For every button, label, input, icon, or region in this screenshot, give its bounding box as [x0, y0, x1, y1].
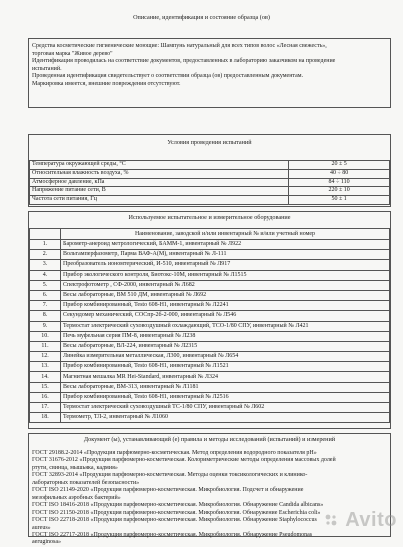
row-number: 12.: [30, 352, 61, 362]
equipment-name: Прибор комбинированный, Testo 608-Н1, инвентарный № Л1521: [61, 362, 390, 372]
condition-value: 40 ÷ 80: [289, 169, 390, 178]
table-row: [30, 372, 390, 382]
condition-label: Частота сети питания, Гц: [30, 196, 289, 205]
table-row: [30, 240, 390, 250]
row-number: 16.: [30, 392, 61, 402]
description-line: Маркировка имеется, внешние повреждения отсутствуют.: [32, 80, 181, 87]
table-row: [30, 178, 390, 187]
table-row: [30, 301, 390, 311]
table-row: [30, 169, 390, 178]
condition-label: Напряжение питание сети, В: [30, 187, 289, 196]
description-line: испытаний.: [32, 65, 62, 72]
description-line: Идентификация проводилась на соответствие документов, предоставленных в лабораторию заказчиком на проведение: [32, 58, 336, 65]
row-number: 11.: [30, 341, 61, 351]
table-row: [30, 161, 390, 170]
table-row: [30, 290, 390, 300]
table-header-row: [30, 229, 390, 240]
equipment-name: Термометр, ТЛ-2, инвентарный № Л1060: [61, 413, 390, 423]
equipment-name: Весы лабораторные, ВМ 510 ДМ, инвентарный № Л692: [61, 290, 390, 300]
equipment-name: Барометр-анероид метрологический, БАММ-1, инвентарный № Л922: [61, 240, 390, 250]
table-row: [30, 270, 390, 280]
sample-description-box: [28, 38, 391, 108]
condition-value: 220 ± 10: [289, 187, 390, 196]
document-line: ГОСТ ISO 22718-2018 «Продукция парфюмерно-косметическая. Микробиология. Обнаружение Staphylococcus: [32, 517, 317, 524]
row-number: 4.: [30, 270, 61, 280]
document-line: ГОСТ ISO 18416-2018 «Продукция парфюмерно-косметическая. Микробиология. Обнаружение Candida albicans»: [32, 502, 324, 509]
table-row: [30, 250, 390, 260]
condition-value: 84 ÷ 110: [289, 178, 390, 187]
row-number: 8.: [30, 311, 61, 321]
row-number: 3.: [30, 260, 61, 270]
equipment-name: Термостат электрический суховоздушный охлаждающий, ТСО-1/80 СПУ, инвентарный № Л421: [61, 321, 390, 331]
conditions-table: [29, 160, 390, 205]
equipment-name: Вольтамперфазометр, Парма ВАФ-А(М), инвентарный № Л-111: [61, 250, 390, 260]
document-line: ГОСТ 31676-2012 «Продукция парфюмерно-косметическая. Колориметрические методы определения массовых долей: [32, 457, 336, 464]
equipment-name: Линейка измерительная металлическая, Л300, инвентарный № Л654: [61, 352, 390, 362]
equipment-name: Преобразователь иономтерический, И-510, инвентарный № Л917: [61, 260, 390, 270]
row-number: 6.: [30, 290, 61, 300]
description-line: Средства косметические гигиенические моющие: Шампунь натуральный для всех типов волос «Лесная свежесть»,: [32, 43, 327, 49]
table-row: [30, 352, 390, 362]
watermark-text: Avito: [345, 509, 397, 531]
document-line: ГОСТ ISO 21150-2018 «Продукция парфюмерно-косметическая. Микробиология. Обнаружение Escherichia coli»: [32, 509, 321, 516]
table-row: [30, 362, 390, 372]
row-number: 13.: [30, 362, 61, 372]
document-line: ГОСТ ISO 21149-2020 «Продукция парфюмерно-косметическая. Микробиология. Подсчет и обнаружение: [32, 487, 304, 494]
document-line: лабораторных показателей безопасности»: [32, 479, 140, 486]
row-number: 5.: [30, 280, 61, 290]
table-row: [30, 341, 390, 351]
document-line: aureus»: [32, 524, 51, 531]
row-number: 9.: [30, 321, 61, 331]
equipment-name: Секундомер механический, СОСпр-2б-2-000, инвентарный № Л546: [61, 311, 390, 321]
equipment-table: [29, 228, 390, 423]
description-line: торговая марка "Живое дерево": [32, 50, 113, 57]
equipment-name: Магнитная мешалка MR Hei-Standard, инвентарный № Л324: [61, 372, 390, 382]
test-conditions-box: [28, 134, 391, 207]
section-1-title: Описание, идентификация и состояние образца (ов): [133, 14, 270, 21]
document-line: мезофильных аэробных бактерий»: [32, 494, 121, 501]
table-row: [30, 403, 390, 413]
watermark-logo-icon: [325, 514, 337, 526]
table-row: [30, 260, 390, 270]
condition-label: Атмосферное давление, кПа: [30, 178, 289, 187]
section-2-title: Условия проведения испытаний: [167, 139, 252, 146]
table-row: [30, 196, 390, 205]
table-row: [30, 187, 390, 196]
row-number: 14.: [30, 372, 61, 382]
row-number: 15.: [30, 382, 61, 392]
equipment-name: Термостат электрический суховоздушный ТС-1/80 СПУ, инвентарный № Л602: [61, 403, 390, 413]
description-line: Проведенная идентификация свидетельствует о соответствии образца (ов) предоставленным документам.: [32, 73, 304, 80]
condition-label: Температура окружающей среды, °С: [30, 161, 289, 170]
row-number: 17.: [30, 403, 61, 413]
equipment-name: Спектрофотометр , СФ-2000, инвентарный № Л682: [61, 280, 390, 290]
equipment-name: Весы лабораторные, ВМ-313, инвентарный № Л1181: [61, 382, 390, 392]
condition-value: 20 ± 5: [289, 161, 390, 170]
document-line: ГОСТ 32893-2014 «Продукция парфюмерно-косметическая. Методы оценки токсикологических и клинико-: [32, 472, 308, 479]
table-row: [30, 280, 390, 290]
equipment-box: [28, 211, 391, 429]
equipment-name: Прибор экологического контроля, Биотокс-10М, инвентарный № Л1515: [61, 270, 390, 280]
table-row: [30, 413, 390, 423]
equipment-header: Наименование, заводской и/или инвентарный № и/или учетный номер: [61, 229, 390, 240]
row-number: 7.: [30, 301, 61, 311]
row-number: 2.: [30, 250, 61, 260]
table-row: [30, 392, 390, 402]
table-row: [30, 382, 390, 392]
equipment-name: Прибор комбинированный, Testo 608-Н1, инвентарный № Л2516: [61, 392, 390, 402]
row-number: 18.: [30, 413, 61, 423]
equipment-name: Печь муфельная серия ПМ-8, инвентарный № Л238: [61, 331, 390, 341]
document-line: ГОСТ ISO 22717-2018 «Продукция парфюмерно-косметическая. Микробиология. Обнаружение Pseudomonas: [32, 531, 313, 538]
equipment-name: Прибор комбинированный, Testo 608-Н1, инвентарный № Л2241: [61, 301, 390, 311]
document-line: ГОСТ 29188.2-2014 «Продукция парфюмерно-косметическая. Метод определения водородного показателя pH»: [32, 450, 317, 456]
number-header: [30, 229, 61, 240]
row-number: 10.: [30, 331, 61, 341]
condition-value: 50 ± 1: [289, 196, 390, 205]
table-row: [30, 321, 390, 331]
section-3-title: Используемое испытательное и измерительное оборудование: [128, 214, 291, 221]
row-number: 1.: [30, 240, 61, 250]
table-row: [30, 331, 390, 341]
section-4-title: Документ (ы), устанавливающий (е) правила и методы исследований (испытаний) и измерений: [83, 436, 336, 443]
condition-label: Относительная влажность воздуха, %: [30, 169, 289, 178]
document-line: ртути, свинца, мышьяка, кадмия»: [32, 464, 118, 471]
equipment-name: Весы лабораторные, ВЛ-224, инвентарный № Л2315: [61, 341, 390, 351]
table-row: [30, 311, 390, 321]
document-line: aeruginosa»: [32, 539, 61, 546]
